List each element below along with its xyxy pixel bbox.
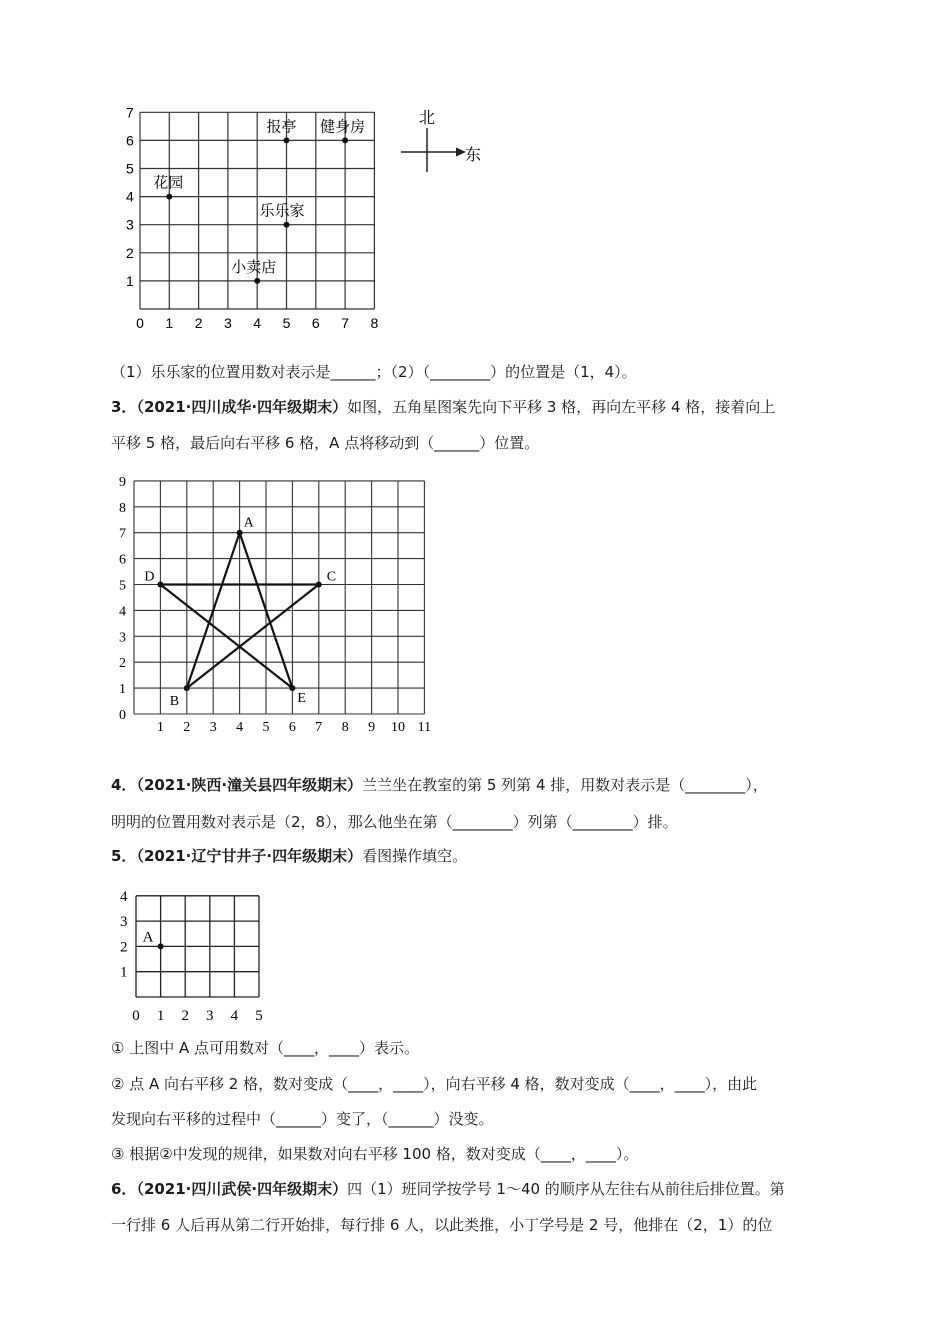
question-3-text: 如图，五角星图案先向下平移 3 格，再向左平移 4 格，接着向上 xyxy=(347,398,776,416)
map1-x-tick: 6 xyxy=(311,315,320,331)
question-5-text: 看图操作填空。 xyxy=(362,847,468,865)
q5-item-2-continued: 发现向右平移的过程中（______）变了，（______）没变。 xyxy=(111,1110,494,1128)
star-x-tick: 6 xyxy=(288,720,296,735)
question-5-source: （2021·辽宁甘井子·四年级期末） xyxy=(136,847,363,865)
grid5-y-tick: 3 xyxy=(120,914,128,931)
grid5-point-a xyxy=(158,943,164,949)
star-y-tick: 3 xyxy=(119,630,126,646)
star-y-tick: 2 xyxy=(119,656,126,672)
star-y-tick: 8 xyxy=(119,500,126,516)
grid5-y-tick: 2 xyxy=(120,939,128,956)
map1-x-tick: 1 xyxy=(165,315,174,331)
star-x-tick: 11 xyxy=(417,720,432,735)
map1-point-label: 乐乐家 xyxy=(259,201,305,220)
grid5-point-label: A xyxy=(142,929,154,946)
map1-x-tick: 3 xyxy=(224,315,232,331)
question-3-line-2: 平移 5 格，最后向右平移 6 格，A 点将移动到（______）位置。 xyxy=(111,434,540,452)
star-x-tick: 9 xyxy=(368,720,376,735)
map1-y-tick: 4 xyxy=(126,188,134,205)
star-y-tick: 5 xyxy=(119,578,126,594)
star-y-tick: 6 xyxy=(119,552,126,568)
grid5-x-tick: 4 xyxy=(230,1008,239,1024)
question-3-source: （2021·四川成华·四年级期末） xyxy=(136,398,348,416)
star-y-tick: 1 xyxy=(119,682,126,698)
star-point-label: D xyxy=(144,569,155,585)
star-y-tick: 4 xyxy=(119,604,126,620)
star-x-tick: 4 xyxy=(236,720,244,735)
star-x-tick: 2 xyxy=(183,720,191,735)
star-y-tick: 7 xyxy=(119,526,126,542)
grid5-x-tick: 0 xyxy=(132,1008,140,1024)
question-3-number: 3． xyxy=(111,398,137,416)
star-point-label: C xyxy=(326,569,337,585)
map1-x-tick: 8 xyxy=(370,315,379,331)
map1-point-label: 小卖店 xyxy=(231,257,277,276)
map1-y-tick: 7 xyxy=(126,104,134,121)
star-x-tick: 7 xyxy=(315,720,323,735)
map1-y-tick: 5 xyxy=(126,160,134,177)
question-5-number: 5． xyxy=(111,847,137,865)
map1-x-tick: 5 xyxy=(282,315,291,331)
question-6-source: （2021·四川武侯·四年级期末） xyxy=(136,1180,348,1198)
question-6-line-2: 一行排 6 人后再从第二行开始排，每行排 6 人，以此类推，小丁学号是 2 号，他排在（2，1）的位 xyxy=(111,1216,773,1234)
map1-point-label: 花园 xyxy=(153,173,184,192)
star-y-tick: 0 xyxy=(119,708,126,723)
question-4-line-2: 明明的位置用数对表示是（2，8），那么他坐在第（________）列第（________）排。 xyxy=(111,813,678,831)
map1-y-tick: 6 xyxy=(126,132,134,149)
question-4-text: 兰兰坐在教室的第 5 列第 4 排，用数对表示是（________）， xyxy=(362,776,768,794)
map1-x-tick: 0 xyxy=(136,315,144,331)
grid5-x-tick: 1 xyxy=(156,1008,165,1024)
question-6-number: 6． xyxy=(111,1180,137,1198)
q5-item-2: ② 点 A 向右平移 2 格，数对变成（____，____），向右平移 4 格，数对变成（____，____），由此 xyxy=(111,1075,758,1093)
map1-x-tick: 2 xyxy=(194,315,203,331)
star-x-tick: 8 xyxy=(341,720,349,735)
compass-north-label: 北 xyxy=(419,108,436,127)
star-x-tick: 1 xyxy=(156,720,164,735)
map1-x-tick: 7 xyxy=(341,315,349,331)
map1-x-tick: 4 xyxy=(253,315,262,331)
grid5-x-tick: 5 xyxy=(255,1008,263,1024)
q2-subquestions: （1）乐乐家的位置用数对表示是______；（2）（________）的位置是（1，4）。 xyxy=(111,363,637,381)
star-y-tick: 9 xyxy=(119,474,126,490)
map1-y-tick: 2 xyxy=(126,244,134,261)
grid5-x-tick: 3 xyxy=(206,1008,214,1024)
map1-point-label: 报亭 xyxy=(266,117,297,136)
star-x-tick: 10 xyxy=(391,720,405,735)
star-point-label: E xyxy=(297,691,306,707)
compass-east-label: 东 xyxy=(465,145,482,164)
q5-item-3: ③ 根据②中发现的规律，如果数对向右平移 100 格，数对变成（____，____）。 xyxy=(111,1145,639,1163)
map1-point-label: 健身房 xyxy=(320,117,366,136)
star-x-tick: 3 xyxy=(209,720,217,735)
q5-item-1: ① 上图中 A 点可用数对（____，____）表示。 xyxy=(111,1039,420,1057)
star-x-tick: 5 xyxy=(262,720,270,735)
question-6-line-1 xyxy=(111,1178,785,1200)
question-4-number: 4． xyxy=(111,776,137,794)
star-point-label: B xyxy=(169,694,180,710)
map1-y-tick: 1 xyxy=(126,272,134,289)
grid5-y-tick: 1 xyxy=(120,964,128,981)
map1-y-tick: 3 xyxy=(126,216,134,233)
question-6-text: 四（1）班同学按学号 1～40 的顺序从左往右从前往后排位置。第 xyxy=(347,1180,785,1198)
question-4-source: （2021·陕西·潼关县四年级期末） xyxy=(136,776,363,794)
grid5-x-tick: 2 xyxy=(181,1008,189,1024)
grid5-y-tick: 4 xyxy=(120,888,128,905)
star-point-label: A xyxy=(243,515,254,531)
